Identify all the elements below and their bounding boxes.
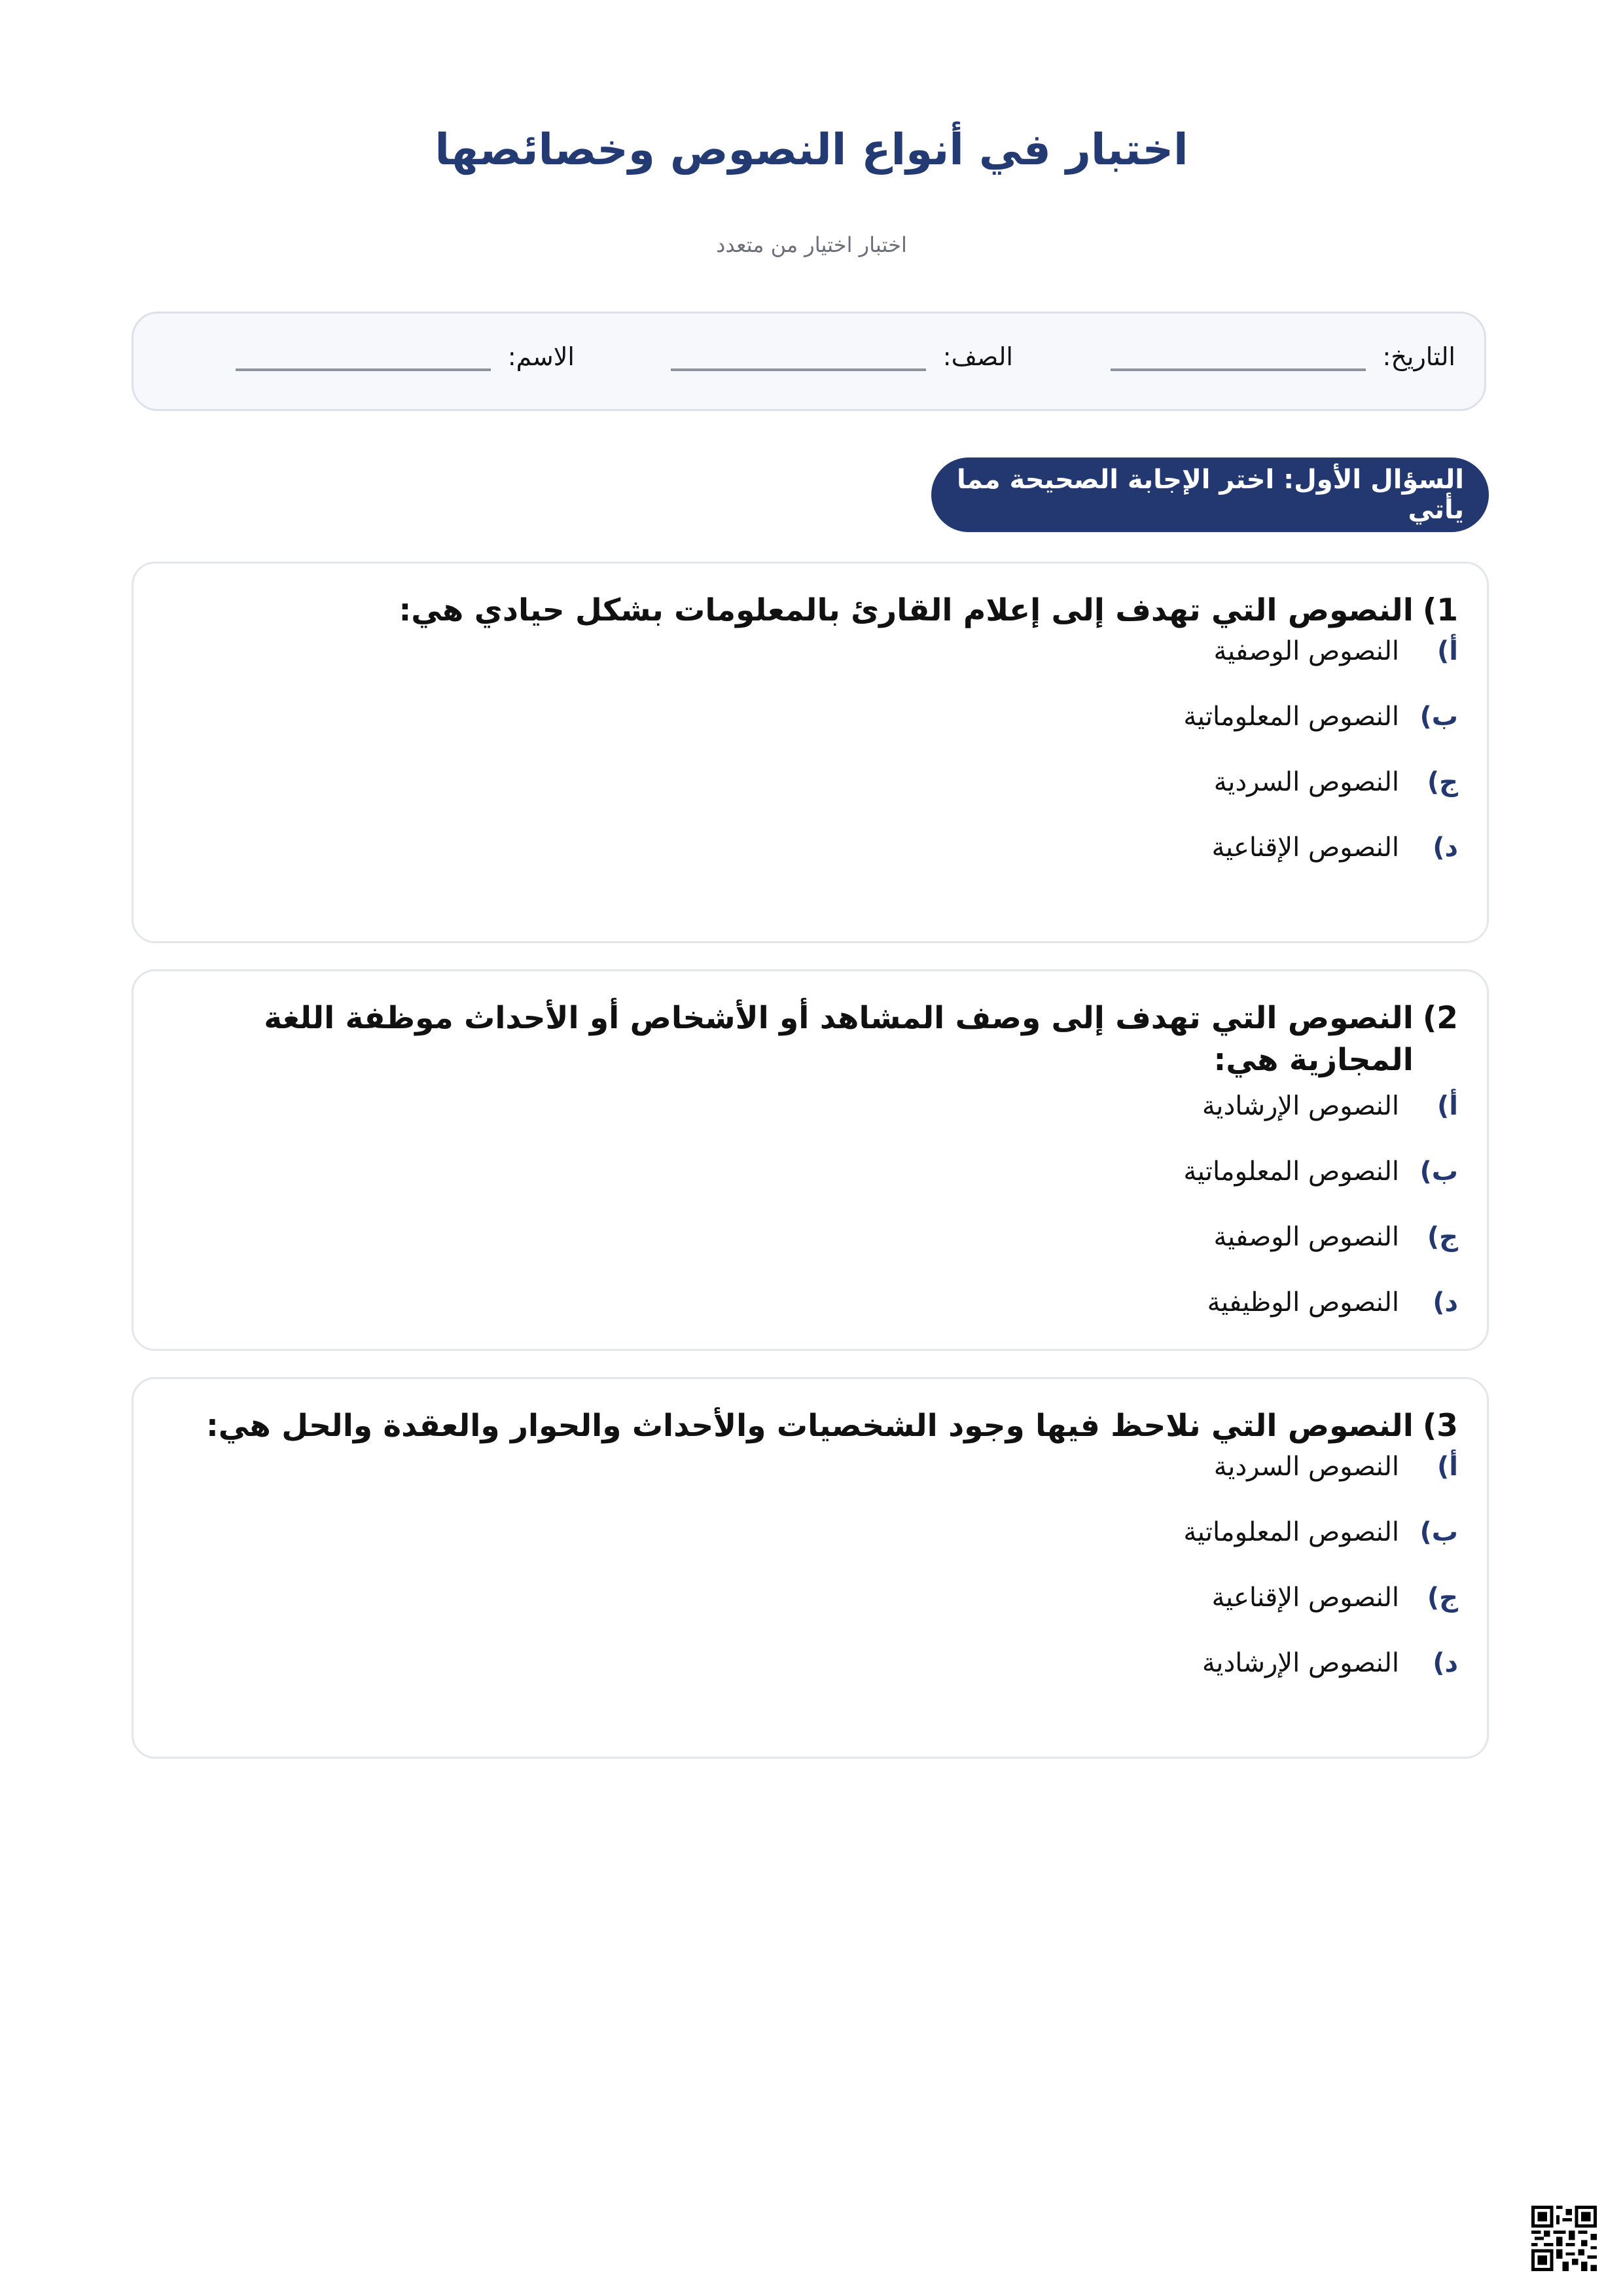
name-field[interactable]	[236, 342, 575, 371]
page-subtitle: اختبار اختيار من متعدد	[716, 232, 907, 257]
question-number: 2)	[1422, 1000, 1458, 1036]
question-body: النصوص التي تهدف إلى إعلام القارئ بالمعلومات بشكل حيادي هي:	[399, 592, 1414, 628]
answer-option[interactable]	[1212, 1583, 1458, 1613]
class-field[interactable]	[671, 342, 1013, 371]
student-info-box	[132, 312, 1486, 411]
question-body: النصوص التي تهدف إلى وصف المشاهد أو الأشخاص أو الأحداث موظفة اللغة المجازية هي:	[264, 1000, 1414, 1078]
option-text: النصوص الإرشادية	[1202, 1648, 1399, 1678]
answer-option[interactable]	[1183, 1157, 1458, 1187]
name-label: الاسم:	[507, 342, 575, 371]
option-text: النصوص المعلوماتية	[1183, 1517, 1399, 1547]
answer-option[interactable]	[1214, 1222, 1458, 1252]
section-header: السؤال الأول: اختر الإجابة الصحيحة مما يأتي	[931, 457, 1489, 532]
question-text	[186, 590, 1458, 632]
class-label: الصف:	[942, 342, 1013, 371]
option-letter: ج)	[1427, 767, 1458, 797]
answer-option[interactable]	[1183, 1517, 1458, 1547]
option-letter: د)	[1433, 1648, 1458, 1678]
option-letter: أ)	[1437, 636, 1458, 666]
answer-option[interactable]	[1214, 636, 1458, 666]
question-text	[186, 997, 1458, 1081]
answer-option[interactable]	[1212, 833, 1458, 863]
answer-option[interactable]	[1202, 1091, 1458, 1121]
answer-option[interactable]	[1214, 767, 1458, 797]
answer-option[interactable]	[1207, 1287, 1458, 1318]
option-text: النصوص السردية	[1213, 767, 1399, 797]
option-text: النصوص الوظيفية	[1207, 1287, 1399, 1318]
question-text	[186, 1405, 1458, 1447]
question-number: 1)	[1422, 592, 1458, 628]
option-letter: ب)	[1419, 1517, 1458, 1547]
date-input-line[interactable]	[1111, 342, 1366, 371]
question-number: 3)	[1422, 1408, 1458, 1444]
option-text: النصوص الإقناعية	[1211, 1583, 1399, 1613]
date-field[interactable]	[1111, 342, 1455, 371]
option-letter: د)	[1433, 1287, 1458, 1318]
option-text: النصوص المعلوماتية	[1183, 1157, 1399, 1187]
qr-code	[1531, 2206, 1597, 2271]
option-letter: أ)	[1437, 1091, 1458, 1121]
question-card	[132, 1377, 1489, 1759]
class-input-line[interactable]	[671, 342, 926, 371]
question-card	[132, 562, 1489, 943]
answer-option[interactable]	[1183, 702, 1458, 732]
page-title: اختبار في أنواع النصوص وخصائصها	[435, 124, 1188, 175]
name-input-line[interactable]	[236, 342, 491, 371]
option-letter: ب)	[1419, 1157, 1458, 1187]
answer-option[interactable]	[1214, 1452, 1458, 1482]
option-letter: ج)	[1427, 1583, 1458, 1613]
option-text: النصوص الوصفية	[1213, 636, 1399, 666]
option-letter: ب)	[1419, 702, 1458, 732]
option-text: النصوص الوصفية	[1213, 1222, 1399, 1252]
option-letter: ج)	[1427, 1222, 1458, 1252]
question-card	[132, 969, 1489, 1351]
option-text: النصوص الإقناعية	[1211, 833, 1399, 863]
answer-option[interactable]	[1202, 1648, 1458, 1678]
option-text: النصوص الإرشادية	[1202, 1091, 1399, 1121]
option-letter: د)	[1433, 833, 1458, 863]
option-letter: أ)	[1437, 1452, 1458, 1482]
option-text: النصوص المعلوماتية	[1183, 702, 1399, 732]
date-label: التاريخ:	[1382, 342, 1455, 371]
question-body: النصوص التي نلاحظ فيها وجود الشخصيات والأحداث والحوار والعقدة والحل هي:	[205, 1408, 1414, 1444]
option-text: النصوص السردية	[1213, 1452, 1399, 1482]
